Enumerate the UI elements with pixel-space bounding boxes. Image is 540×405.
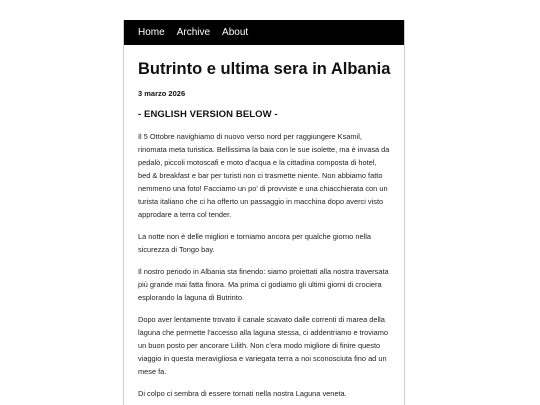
nav-about-link[interactable]: About (222, 27, 249, 38)
top-navbar (124, 20, 404, 45)
post-paragraph: Dopo aver lentamente trovato il canale scavato dalle correnti di marea della laguna che permette l'accesso alla laguna stessa, ci addentriamo e troviamo un buon posto per ancorare Lilith. Non c'era modo migliore di finire questo viaggio in questa meravigliosa e variegata terra a noi sconosciuta fino ad un mese fa. (138, 315, 388, 376)
post-paragraph: La notte non è delle migliori e torniamo ancora per qualche giorno nella sicurezza di Tongo bay. (138, 232, 371, 254)
nav-home-link[interactable]: Home (138, 27, 165, 38)
post-paragraph: Il 5 Ottobre navighiamo di nuovo verso nord per raggiungere Ksamil, rinomata meta turistica. Bellissima la baia con le sue isolette, ma è invasa da pedalò, piccoli motoscafi e moto d'acqua e la cittadina composta di hotel, bed & breakfast e bar per turisti non ci trasmette niente. Non abbiamo fatto nemmeno una foto! Facciamo un po' di provviste e una chiacchierata con un turista italiano che ci ha offerto un passaggio in macchina dopo averci visto approdare a terra col tender. (138, 132, 390, 219)
nav-archive-link[interactable]: Archive (176, 27, 211, 38)
english-version-note: - ENGLISH VERSION BELOW - (138, 109, 278, 120)
post-article (124, 58, 404, 405)
blog-page (123, 20, 405, 405)
post-paragraph: Di colpo ci sembra di essere tornati nella nostra Laguna veneta. (138, 389, 347, 398)
post-date: 3 marzo 2026 (138, 89, 186, 98)
post-title: Butrinto e ultima sera in Albania (138, 60, 391, 78)
post-paragraph: Il nostro periodo in Albania sta finendo: siamo proiettati alla nostra traversata più grande mai fatta finora. Ma prima ci godiamo gli ultimi giorni di crociera esplorando la laguna di Butrinto. (138, 267, 389, 302)
